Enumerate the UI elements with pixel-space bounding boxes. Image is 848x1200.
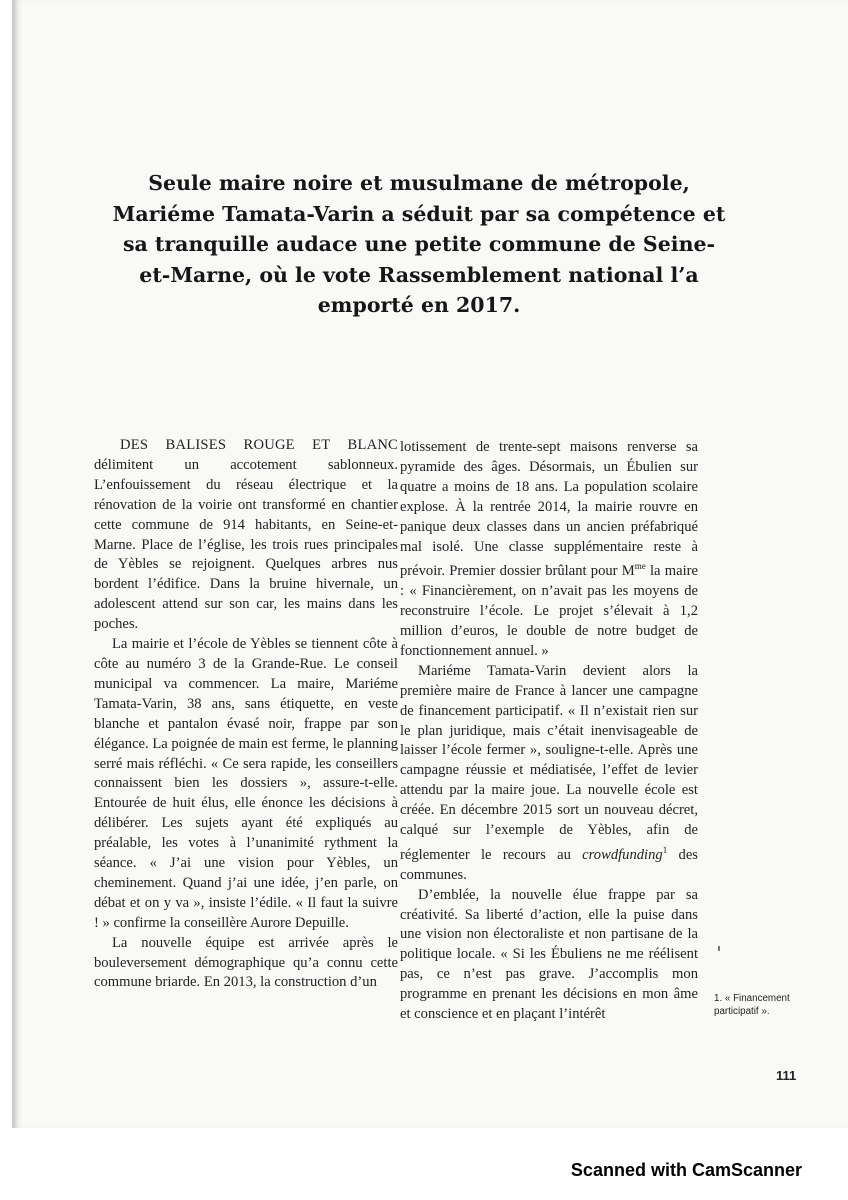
- right-paragraph-2-text-a: Mariéme Tamata-Varin devient alors la première maire de France à lancer une campagne de financement participatif. « Il n’existait rien sur le plan juridique, mais c’était inenvisageable de laisser l’école fermer », souligne-t-elle. Après une campagne réussie et médiatisée, l’effet de levier attendu par la maire joue. La nouvelle école est créée. En décembre 2015 sort un nouveau décret, calqué sur l’exemple de Yèbles, afin de réglementer le recours au: [400, 662, 698, 863]
- footnote-line-2: participatif ».: [714, 1006, 770, 1017]
- madame-superscript: me: [634, 561, 646, 572]
- opening-smallcaps: DES BALISES ROUGE ET BLANC: [120, 437, 398, 453]
- scan-speck: [718, 946, 720, 951]
- left-paragraph-3: La nouvelle équipe est arrivée après le bouleversement démographique qu’a connu cette commune briarde. En 2013, la construction d’un: [94, 934, 398, 991]
- right-paragraph-2: [400, 662, 698, 886]
- left-paragraph-1: [94, 436, 398, 635]
- camscanner-watermark: Scanned with CamScanner: [570, 1160, 802, 1180]
- right-paragraph-1: [400, 438, 698, 662]
- book-page: [12, 0, 848, 1128]
- left-text-column: [94, 436, 398, 993]
- left-paragraph-1-text: délimitent un accotement sablonneux. L’enfouissement du réseau électrique et la rénovation de la voirie ont transformé en chantier cette commune de 914 habitants, en Seine-et-Marne. Place de l’église, les trois rues principales de Yèbles se rejoignent. Quelques arbres nus bordent l’édifice. Dans la bruine hivernale, un adolescent attend sur son car, les mains dans les poches.: [94, 456, 398, 633]
- footnote-line-1: 1. « Financement: [714, 993, 790, 1004]
- lead-paragraph: Seule maire noire et musulmane de métropole, Mariéme Tamata-Varin a séduit par sa compétence et sa tranquille audace une petite commune de Seine-et-Marne, où le vote Rassemblement national l’a emporté en 2017.: [112, 171, 726, 317]
- crowdfunding-term: crowdfunding: [582, 846, 663, 863]
- footnote: [714, 992, 814, 1018]
- footnote-reference: 1: [662, 844, 668, 855]
- right-paragraph-1-text-a: lotissement de trente-sept maisons renverse sa pyramide des âges. Désormais, un Ébulien sur quatre a moins de 18 ans. La population scolaire explose. À la rentrée 2014, la mairie rouvre en panique deux classes dans un ancien préfabriqué mal isolé. Une classe supplémentaire reste à prévoir. Premier dossier brûlant pour M: [400, 439, 698, 580]
- right-text-column: [400, 438, 698, 1025]
- left-paragraph-2: La mairie et l’école de Yèbles se tiennent côte à côte au numéro 3 de la Grande-Rue. Le conseil municipal va commencer. La maire, Mariéme Tamata-Varin, 38 ans, sans étiquette, en veste blanche et pantalon évasé noir, frappe par son élégance. La poignée de main est ferme, le planning serré mais réfléchi. « Ce sera rapide, les conseillers connaissent bien les dossiers », assure-t-elle. Entourée de huit élus, elle énonce les décisions à délibérer. Les sujets ayant été expliqués au préalable, les votes à l’unanimité rythment la séance. « J’ai une vision pour Yèbles, un cheminement. Quand j’ai une idée, j’en parle, on débat et on y va », insiste l’édile. « Il faut la suivre ! » confirme la conseillère Aurore Depuille.: [94, 636, 398, 931]
- right-paragraph-1-text-b: la maire : « Financièrement, on n’avait pas les moyens de reconstruire l’école. Le projet s’élevait à 1,2 million d’euros, le double de notre budget de fonctionnement annuel. »: [400, 563, 698, 659]
- page-number: 111: [776, 1068, 797, 1083]
- right-paragraph-2-text-b: des communes.: [400, 846, 698, 883]
- right-paragraph-3: D’emblée, la nouvelle élue frappe par sa créativité. Sa liberté d’action, elle la puise dans une vision non électoraliste et non partisane de la politique locale. « Si les Ébuliens ne me réélisent pas, ce n’est pas grave. J’accomplis mon programme en prenant les décisions en mon âme et conscience et en plaçant l’intérêt: [400, 886, 698, 1023]
